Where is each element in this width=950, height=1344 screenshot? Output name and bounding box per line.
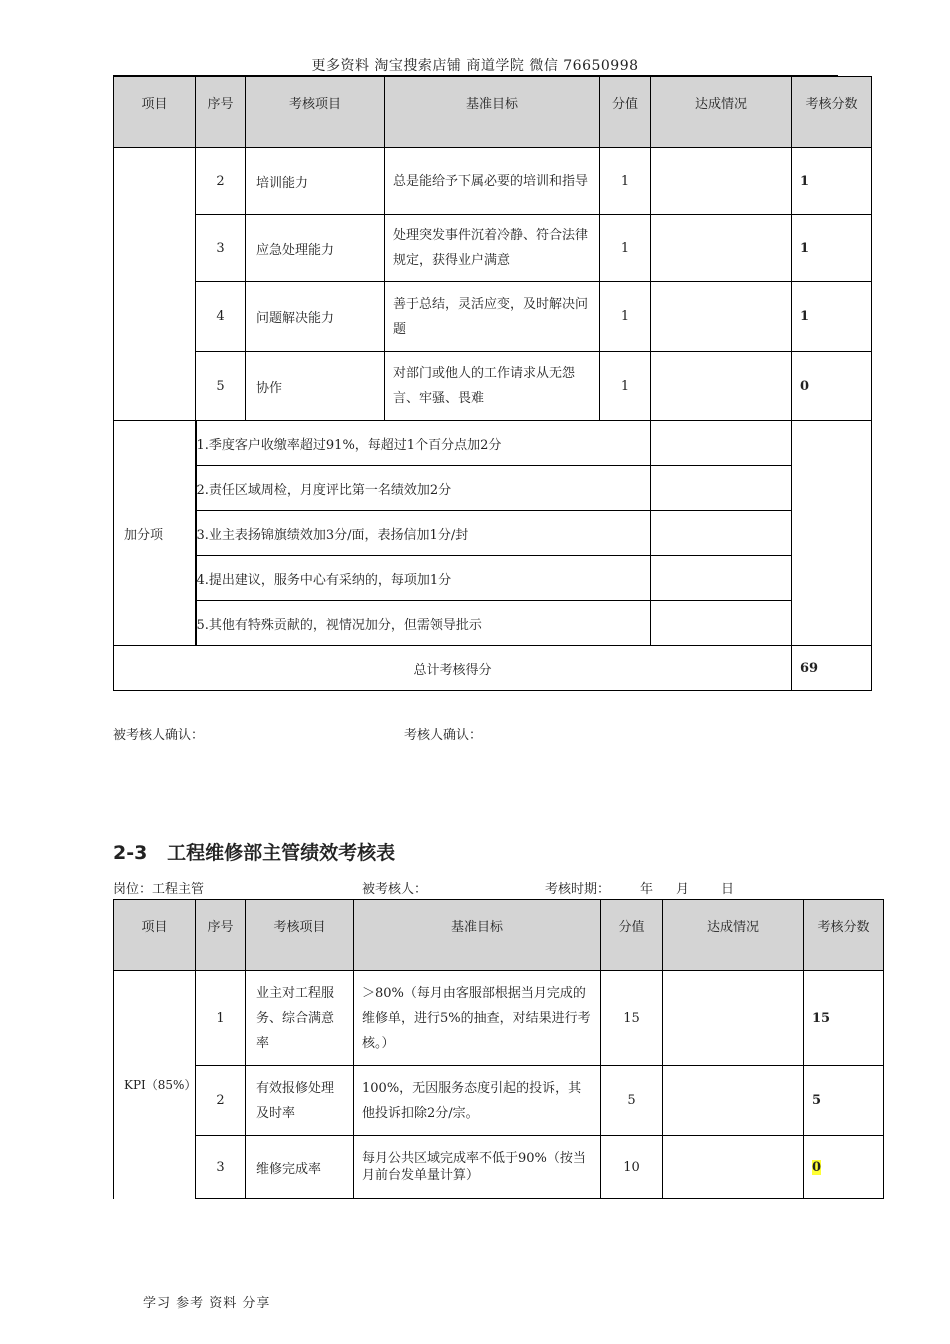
col-header-score: 考核分数 (804, 900, 884, 971)
row-score: 1 (792, 215, 872, 282)
assessee-label: 被考核人： (362, 882, 428, 897)
row-target: 100%，无因服务态度引起的投诉，其他投诉扣除2分/宗。 (354, 1066, 601, 1136)
row-no: 3 (196, 1136, 246, 1199)
col-header-achieved: 达成情况 (651, 77, 792, 148)
bonus-achieved[interactable] (651, 556, 792, 601)
col-header-item: 考核项目 (246, 900, 354, 971)
bonus-row (114, 556, 872, 601)
row-item: 应急处理能力 (246, 215, 385, 282)
row-item: 问题解决能力 (246, 282, 385, 352)
row-item: 有效报修处理及时率 (246, 1066, 354, 1136)
row-achieved[interactable] (651, 215, 792, 282)
row-score-cell (804, 1136, 884, 1199)
row-no: 3 (196, 215, 246, 282)
table-row (114, 215, 872, 282)
row-target: 对部门或他人的工作请求从无怨言、牢骚、畏难 (385, 352, 600, 421)
row-target: 总是能给予下属必要的培训和指导 (385, 148, 600, 215)
row-no: 2 (196, 1066, 246, 1136)
row-target: 处理突发事件沉着冷静、符合法律规定，获得业户满意 (385, 215, 600, 282)
col-header-no: 序号 (196, 77, 246, 148)
bonus-row (114, 421, 872, 466)
table-row (114, 282, 872, 352)
row-value: 15 (601, 971, 663, 1066)
total-row (114, 646, 872, 691)
row-item: 业主对工程服务、综合满意率 (246, 971, 354, 1066)
row-achieved[interactable] (651, 352, 792, 421)
row-target: ＞80%（每月由客服部根据当月完成的维修单，进行5%的抽查，对结果进行考核。） (354, 971, 601, 1066)
row-achieved[interactable] (663, 1066, 804, 1136)
assessment-table-2 (113, 899, 884, 1199)
col-header-value: 分值 (601, 900, 663, 971)
col-header-target: 基准目标 (385, 77, 600, 148)
col-header-category: 项目 (114, 77, 196, 148)
table-row (114, 352, 872, 421)
bonus-achieved[interactable] (651, 601, 792, 646)
col-header-value: 分值 (600, 77, 651, 148)
footer-text: 学习 参考 资料 分享 (143, 1296, 271, 1311)
bonus-achieved[interactable] (651, 466, 792, 511)
row-item: 培训能力 (246, 148, 385, 215)
table-row (114, 1136, 884, 1199)
col-header-score: 考核分数 (792, 77, 872, 148)
bonus-item: 4.提出建议，服务中心有采纳的，每项加1分 (196, 556, 651, 601)
row-score: 15 (804, 971, 884, 1066)
row-target: 每月公共区域完成率不低于90%（按当月前台发单量计算） (354, 1136, 601, 1199)
row-no: 2 (196, 148, 246, 215)
total-label: 总计考核得分 (114, 646, 792, 691)
category-cell (114, 148, 196, 421)
col-header-no: 序号 (196, 900, 246, 971)
row-score: 1 (792, 282, 872, 352)
bonus-item: 3.业主表扬锦旗绩效加3分/面，表扬信加1分/封 (196, 511, 651, 556)
table-row (114, 971, 884, 1066)
total-score: 69 (792, 646, 872, 691)
bonus-item: 1.季度客户收缴率超过91%，每超过1个百分点加2分 (196, 421, 651, 466)
period-day: 日 (721, 882, 735, 897)
col-header-item: 考核项目 (246, 77, 385, 148)
bonus-score (792, 421, 872, 646)
row-item: 协作 (246, 352, 385, 421)
bonus-label: 加分项 (114, 421, 196, 646)
bonus-achieved[interactable] (651, 511, 792, 556)
row-value: 1 (600, 148, 651, 215)
bonus-row (114, 466, 872, 511)
period-year: 年 (640, 882, 654, 897)
row-value: 5 (601, 1066, 663, 1136)
row-score: 0 (792, 352, 872, 421)
row-value: 10 (601, 1136, 663, 1199)
col-header-achieved: 达成情况 (663, 900, 804, 971)
page-header-text: 更多资料 淘宝搜索店铺 商道学院 微信 76650998 (311, 58, 639, 74)
row-value: 1 (600, 215, 651, 282)
row-score-highlight: 0 (812, 1159, 822, 1175)
assessment-table-1 (113, 76, 872, 691)
assessee-confirm-label: 被考核人确认： (113, 728, 205, 743)
bonus-row (114, 511, 872, 556)
row-achieved[interactable] (663, 1136, 804, 1199)
kpi-category: KPI（85%） (114, 971, 196, 1199)
bonus-item: 5.其他有特殊贡献的，视情况加分，但需领导批示 (196, 601, 651, 646)
col-header-category: 项目 (114, 900, 196, 971)
row-score: 1 (792, 148, 872, 215)
period-month: 月 (676, 882, 690, 897)
row-value: 1 (600, 282, 651, 352)
assessor-confirm-label: 考核人确认： (404, 728, 483, 743)
row-item: 维修完成率 (246, 1136, 354, 1199)
row-achieved[interactable] (651, 148, 792, 215)
position-label: 岗位：工程主管 (113, 882, 205, 897)
bonus-achieved[interactable] (651, 421, 792, 466)
row-value: 1 (600, 352, 651, 421)
row-no: 5 (196, 352, 246, 421)
bonus-item: 2.责任区域周检，月度评比第一名绩效加2分 (196, 466, 651, 511)
section-title: 2-3 工程维修部主管绩效考核表 (113, 842, 396, 864)
table2-header-row (114, 900, 884, 971)
row-target: 善于总结，灵活应变，及时解决问题 (385, 282, 600, 352)
row-achieved[interactable] (663, 971, 804, 1066)
row-no: 1 (196, 971, 246, 1066)
table-row (114, 1066, 884, 1136)
col-header-target: 基准目标 (354, 900, 601, 971)
bonus-row (114, 601, 872, 646)
period-label: 考核时期： (545, 882, 611, 897)
row-no: 4 (196, 282, 246, 352)
row-score: 5 (804, 1066, 884, 1136)
table-row (114, 148, 872, 215)
row-achieved[interactable] (651, 282, 792, 352)
table1-header-row (114, 77, 872, 148)
